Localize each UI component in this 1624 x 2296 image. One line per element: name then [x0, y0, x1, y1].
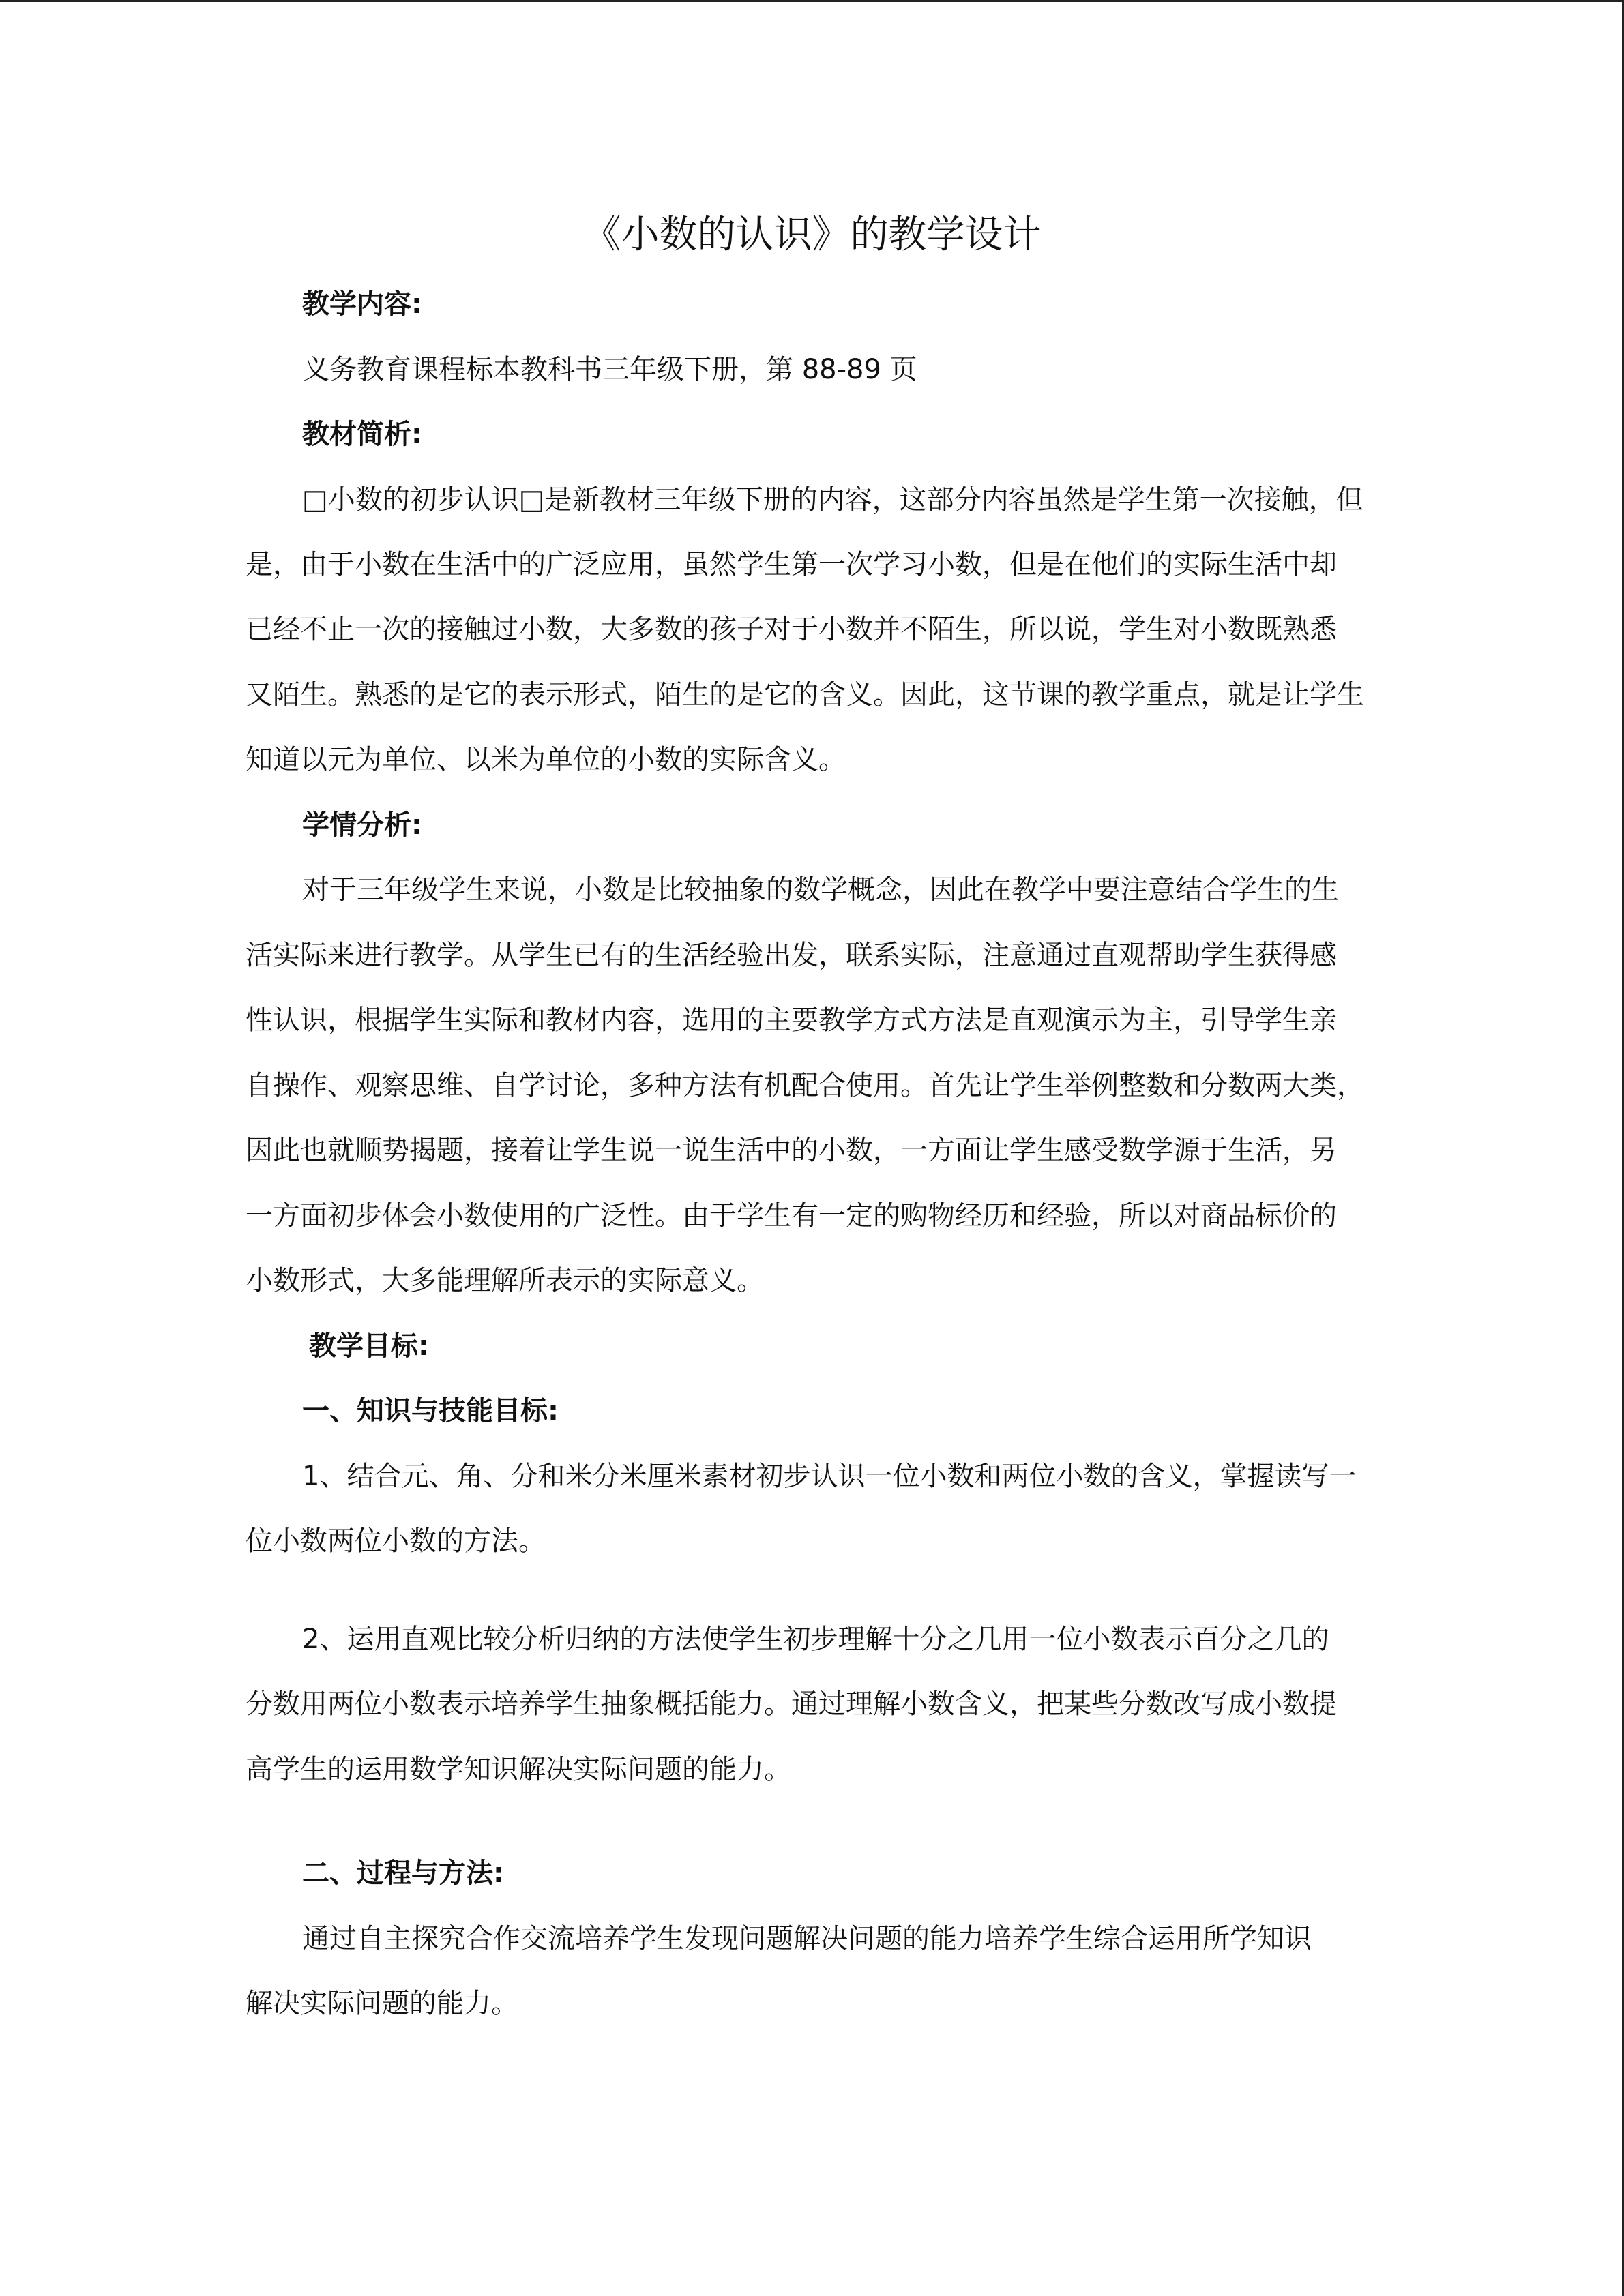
student-line: 活实际来进行教学。从学生已有的生活经验出发，联系实际，注意通过直观帮助学生获得感: [246, 940, 1337, 971]
goal2-line: 通过自主探究合作交流培养学生发现问题解决问题的能力培养学生综合运用所学知识: [302, 1923, 1312, 1954]
heading-material-analysis: 教材简析:: [302, 419, 422, 450]
material-line: 又陌生。熟悉的是它的表示形式，陌生的是它的含义。因此，这节课的教学重点，就是让学生: [246, 679, 1364, 711]
heading-knowledge-skills: 一、知识与技能目标:: [302, 1395, 559, 1427]
material-line: 是，由于小数在生活中的广泛应用，虽然学生第一次学习小数，但是在他们的实际生活中却: [246, 549, 1337, 580]
heading-student-analysis: 学情分析:: [302, 809, 422, 841]
student-line: 性认识，根据学生实际和教材内容，选用的主要教学方式方法是直观演示为主，引导学生亲: [246, 1004, 1337, 1036]
heading-teaching-goals: 教学目标:: [309, 1330, 429, 1362]
heading-process-methods: 二、过程与方法:: [302, 1858, 504, 1889]
goal1-item2-line: 高学生的运用数学知识解决实际问题的能力。: [246, 1754, 791, 1785]
student-line: 一方面初步体会小数使用的广泛性。由于学生有一定的购物经历和经验，所以对商品标价的: [246, 1200, 1337, 1232]
material-line: 知道以元为单位、以米为单位的小数的实际含义。: [246, 744, 846, 775]
top-border: [0, 0, 1624, 2]
student-line: 对于三年级学生来说，小数是比较抽象的数学概念，因此在教学中要注意结合学生的生: [302, 874, 1339, 906]
goal1-item2-line: 分数用两位小数表示培养学生抽象概括能力。通过理解小数含义，把某些分数改写成小数提: [246, 1688, 1337, 1720]
goal1-item1-line: 位小数两位小数的方法。: [246, 1525, 546, 1557]
content-text: 义务教育课程标本教科书三年级下册，第 88-89 页: [302, 354, 917, 385]
goal2-line: 解决实际问题的能力。: [246, 1988, 518, 2019]
page-title: 《小数的认识》的教学设计: [582, 213, 1042, 257]
student-line: 自操作、观察思维、自学讨论，多种方法有机配合使用。首先让学生举例整数和分数两大类，: [246, 1070, 1364, 1101]
heading-teaching-content: 教学内容:: [302, 288, 422, 320]
goal1-item2-line: 2、运用直观比较分析归纳的方法使学生初步理解十分之几用一位小数表示百分之几的: [302, 1624, 1329, 1655]
student-line: 小数形式，大多能理解所表示的实际意义。: [246, 1265, 764, 1296]
student-line: 因此也就顺势揭题，接着让学生说一说生活中的小数，一方面让学生感受数学源于生活，另: [246, 1135, 1337, 1166]
goal1-item1-line: 1、结合元、角、分和米分米厘米素材初步认识一位小数和两位小数的含义，掌握读写一: [302, 1461, 1357, 1492]
material-line: □小数的初步认识□是新教材三年级下册的内容，这部分内容虽然是学生第一次接触，但: [302, 484, 1363, 516]
material-line: 已经不止一次的接触过小数，大多数的孩子对于小数并不陌生，所以说，学生对小数既熟悉: [246, 614, 1337, 645]
